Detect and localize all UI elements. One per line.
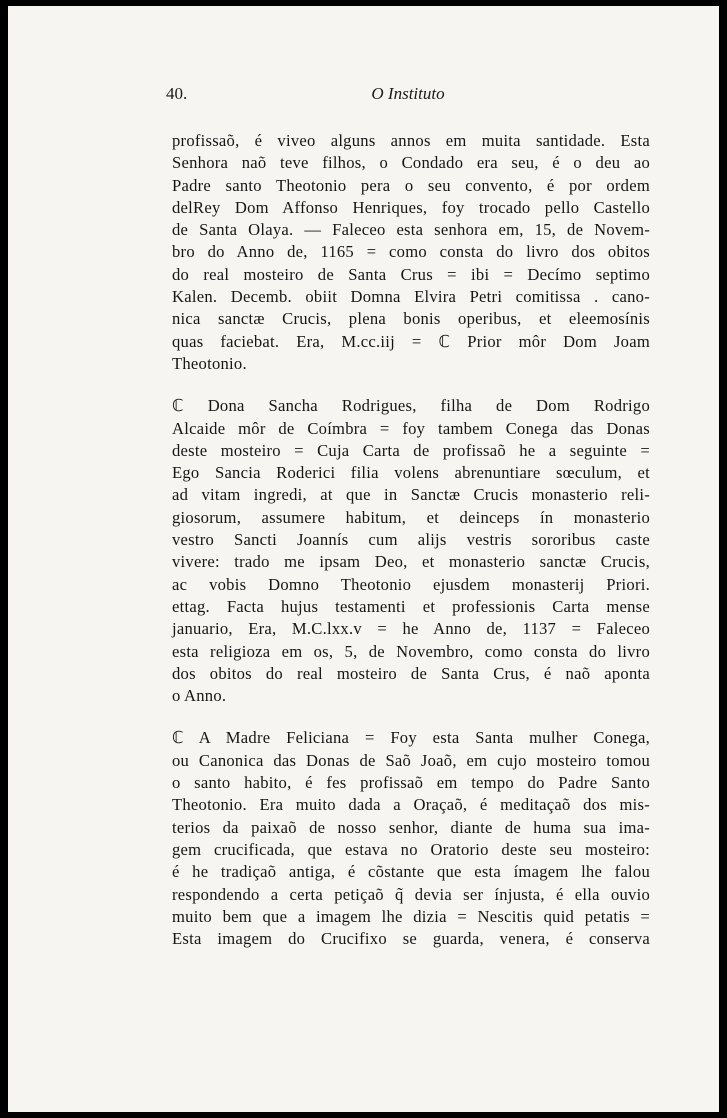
text-line: ad vitam ingredi, at que in Sanctæ Crucis monasterio reli- [172, 485, 650, 505]
text-line: Senhora naõ teve filhos, o Condado era seu, é o deu ao [172, 153, 650, 173]
body-text [172, 130, 650, 950]
text-line: do real mosteiro de Santa Crus = ibi = Decímo septimo [172, 264, 650, 284]
text-line: respondendo a certa petiçaõ q̃ devia ser ínjusta, é ella ouvio [172, 884, 650, 904]
text-line: deste mosteiro = Cuja Carta de profissaõ he a seguinte = [172, 440, 650, 460]
text-line: gem crucificada, que estava no Oratorio deste seu mosteiro: [172, 839, 650, 859]
text-line: vestro Sancti Joannís cum alijs vestris sororibus caste [172, 530, 650, 550]
text-line: nica sanctæ Crucis, plena bonis operibus, et eleemosínis [172, 309, 650, 329]
text-line: Kalen. Decemb. obiit Domna Elvira Petri comitissa . cano- [172, 287, 650, 307]
text-line: terios da paixaõ de nosso senhor, diante de huma sua ima- [172, 817, 650, 837]
paragraph-dona-sancha [172, 395, 650, 707]
text-line: ℂ Dona Sancha Rodrigues, filha de Dom Rodrigo [172, 396, 650, 416]
text-line: Padre santo Theotonio pera o seu convento, é por ordem [172, 175, 650, 195]
text-line: profissaõ, é viveo alguns annos em muita santidade. Esta [172, 131, 650, 150]
paragraph-continuation [172, 130, 650, 375]
page-header [166, 84, 650, 108]
book-page [8, 6, 719, 1112]
text-line: Theotonio. [172, 353, 247, 373]
text-line: esta religioza em os, 5, de Novembro, como consta do livro [172, 641, 650, 661]
text-line: é he tradiçaõ antiga, é cõstante que esta ímagem lhe falou [172, 862, 650, 882]
text-line: ettag. Facta hujus testamenti et professionis Carta mense [172, 596, 650, 616]
running-title: O Instituto [371, 84, 445, 103]
page-number: 40. [166, 84, 188, 103]
text-line: o Anno. [172, 686, 227, 706]
text-line: vivere: trado me ipsam Deo, et monasterio sanctæ Crucis, [172, 552, 650, 572]
paragraph-madre-feliciana [172, 727, 650, 950]
text-line: delRey Dom Affonso Henriques, foy trocado pello Castello [172, 197, 650, 217]
text-line: quas faciebat. Era, M.cc.iij = ℂ Prior môr Dom Joam [172, 331, 650, 351]
text-line: ac vobis Domno Theotonio ejusdem monasterij Priori. [172, 574, 650, 594]
text-line: bro do Anno de, 1165 = como consta do livro dos obitos [172, 242, 650, 262]
text-line: Alcaide môr de Coímbra = foy tambem Conega das Donas [172, 418, 650, 438]
text-line: Esta imagem do Crucifixo se guarda, venera, é conserva [172, 929, 650, 949]
text-line: muito bem que a imagem lhe dizia = Nescitis quid petatis = [172, 906, 650, 926]
text-line: Theotonio. Era muito dada a Oraçaõ, é meditaçaõ dos mis- [172, 795, 650, 815]
text-line: januario, Era, M.C.lxx.v = he Anno de, 1137 = Faleceo [172, 619, 650, 639]
text-line: ℂ A Madre Feliciana = Foy esta Santa mulher Conega, [172, 728, 650, 748]
text-line: o santo habito, é fes profissaõ em tempo do Padre Santo [172, 773, 650, 793]
text-line: ou Canonica das Donas de Saõ Joaõ, em cujo mosteiro tomou [172, 750, 650, 770]
text-line: Ego Sancia Roderici filia volens abrenuntiare sœculum, et [172, 463, 650, 483]
text-line: giosorum, assumere habitum, et deinceps ín monasterio [172, 507, 650, 527]
text-line: dos obitos do real mosteiro de Santa Crus, é naõ aponta [172, 663, 650, 683]
text-line: de Santa Olaya. — Faleceo esta senhora em, 15, de Novem- [172, 220, 650, 240]
